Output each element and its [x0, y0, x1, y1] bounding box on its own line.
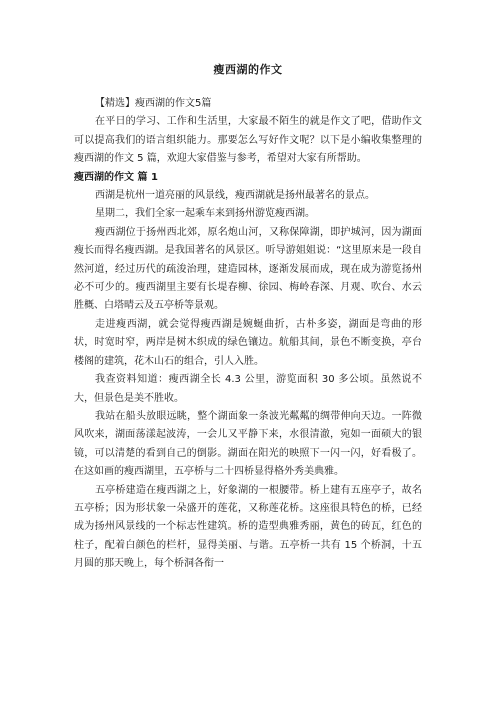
- section-heading: 瘦西湖的作文 篇 1: [74, 171, 158, 183]
- document-title: 瘦西湖的作文: [213, 63, 283, 76]
- body-paragraph: 五亭桥建造在瘦西湖之上，好象湖的一根腰带。桥上建有五座亭子，故名五亭桥；因为形状象一朵盛开的莲花，又称莲花桥。这座很具特色的桥，已经成为扬州风景线的一个标志性建筑。桥的造型典雅秀丽，黄色的砖瓦，红色的柱子，配着白颜色的栏杆，显得美丽、与谐。五亭桥一共有 15 个桥洞，十五月圆的那天晚上，每个桥洞各衔一: [74, 484, 422, 570]
- body-paragraph: 瘦西湖位于扬州西北郊，原名炮山河，又称保障湖，即护城河，因为湖面瘦长而得名瘦西湖。是我国著名的风景区。听导游姐姐说：“这里原来是一段自然河道，经过历代的疏浚治理，建造园林，逐渐发展而成，现在成为游览扬州必不可少的。瘦西湖里主要有长堤春柳、徐园、梅岭春深、月观、吹台、水云胜概、白塔晴云及五亭桥等景观。: [74, 226, 422, 312]
- body-paragraph: 走进瘦西湖，就会觉得瘦西湖是婉蜒曲折，古朴多姿，湖面是弯曲的形状，时宽时窄，两岸是树木织成的绿色镶边。航船其间，景色不断变换，亭台楼阁的建筑，花木山石的组合，引人入胜。: [74, 318, 422, 367]
- body-paragraph: 西湖是杭州一道亮丽的风景线，瘦西湖就是扬州最著名的景点。: [95, 190, 375, 202]
- body-paragraph: 星期二，我们全家一起乘车来到扬州游览瘦西湖。: [95, 208, 315, 220]
- intro-paragraph: 在平日的学习、工作和生活里，大家最不陌生的就是作文了吧，借助作文可以提高我们的语言组织能力。那要怎么写好作文呢？以下是小编收集整理的瘦西湖的作文 5 篇，欢迎大家借鉴与参考，希望对大家有所帮助。: [74, 116, 422, 165]
- body-paragraph: 我站在船头放眼远眺，整个湖面象一条波光粼粼的绸带伸向天边。一阵微风吹来，湖面荡漾起波涛，一会儿又平静下来，水很清澈，宛如一面硕大的银镜，可以清楚的看到自己的倒影。湖面在阳光的映照下一闪一闪，好看极了。在这如画的瘦西湖里，五亭桥与二十四桥显得格外秀美典雅。: [74, 410, 422, 478]
- intro-heading: 【精选】瘦西湖的作文5篇: [95, 98, 212, 109]
- body-paragraph: 我查资料知道：瘦西湖全长 4.3 公里，游览面积 30 多公顷。虽然说不大，但景色是美不胜收。: [74, 374, 422, 404]
